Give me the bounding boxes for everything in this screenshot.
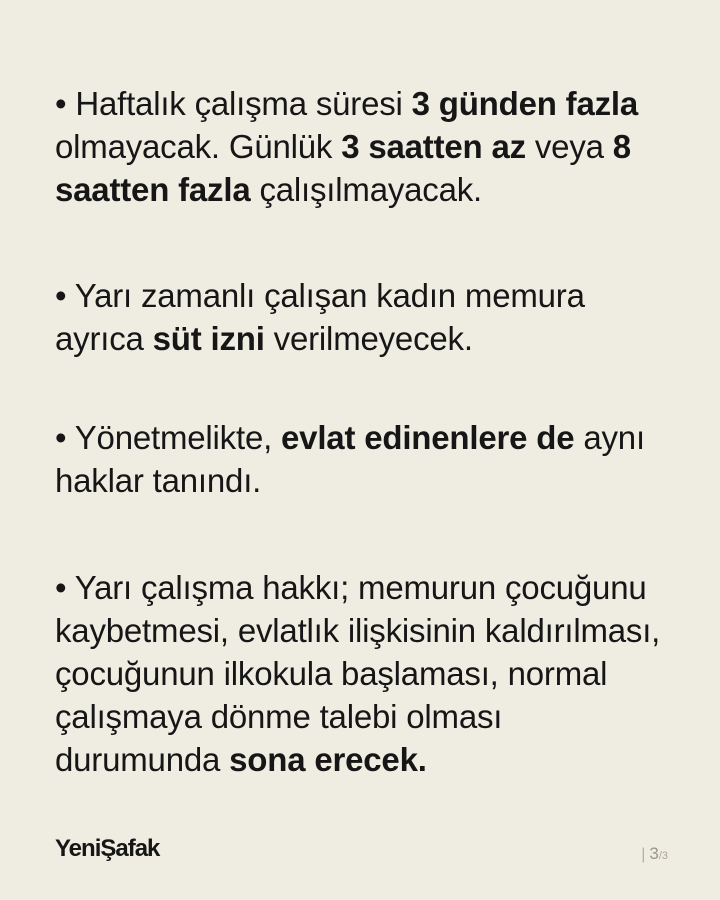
page-separator: | xyxy=(641,846,646,863)
page-indicator xyxy=(641,844,668,864)
bullet-segment-bold: 3 saatten az xyxy=(341,128,526,165)
brand-logo: YeniŞafak xyxy=(55,835,160,862)
bullet-segment-bold: evlat edinenlere de xyxy=(281,419,575,456)
bullet-segment-bold: sona erecek. xyxy=(229,741,427,778)
bullet-segment-bold: 3 günden fazla xyxy=(411,85,639,122)
bullet-segment: olmayacak. Günlük xyxy=(55,128,342,165)
bullet-segment: • Yönetmelikte, xyxy=(55,419,282,456)
page-total: /3 xyxy=(658,850,668,862)
bullet-item xyxy=(55,566,670,781)
bullet-segment: çalışılmayacak. xyxy=(250,171,483,208)
bullet-item xyxy=(55,82,670,211)
bullet-segment-bold: süt izni xyxy=(152,320,265,357)
bullet-item xyxy=(55,274,670,360)
bullet-segment: • Yarı zamanlı çalışan kadın memura ayrıca xyxy=(55,277,585,357)
bullet-segment: • Yarı çalışma hakkı; memurun çocuğunu kaybetmesi, evlatlık ilişkisinin kaldırılması, çocuğunun ilkokula başlaması, normal çalışmaya dönme talebi olması durumunda xyxy=(55,569,661,778)
page-current: 3 xyxy=(649,844,659,863)
bullet-segment-bold: 8 saatten fazla xyxy=(55,128,631,208)
bullet-segment: • Haftalık çalışma süresi xyxy=(55,85,412,122)
bullet-segment: veya xyxy=(525,128,613,165)
bullet-segment: verilmeyecek. xyxy=(264,320,473,357)
bullet-item xyxy=(55,416,670,502)
bullet-segment: aynı haklar tanındı. xyxy=(55,419,645,499)
